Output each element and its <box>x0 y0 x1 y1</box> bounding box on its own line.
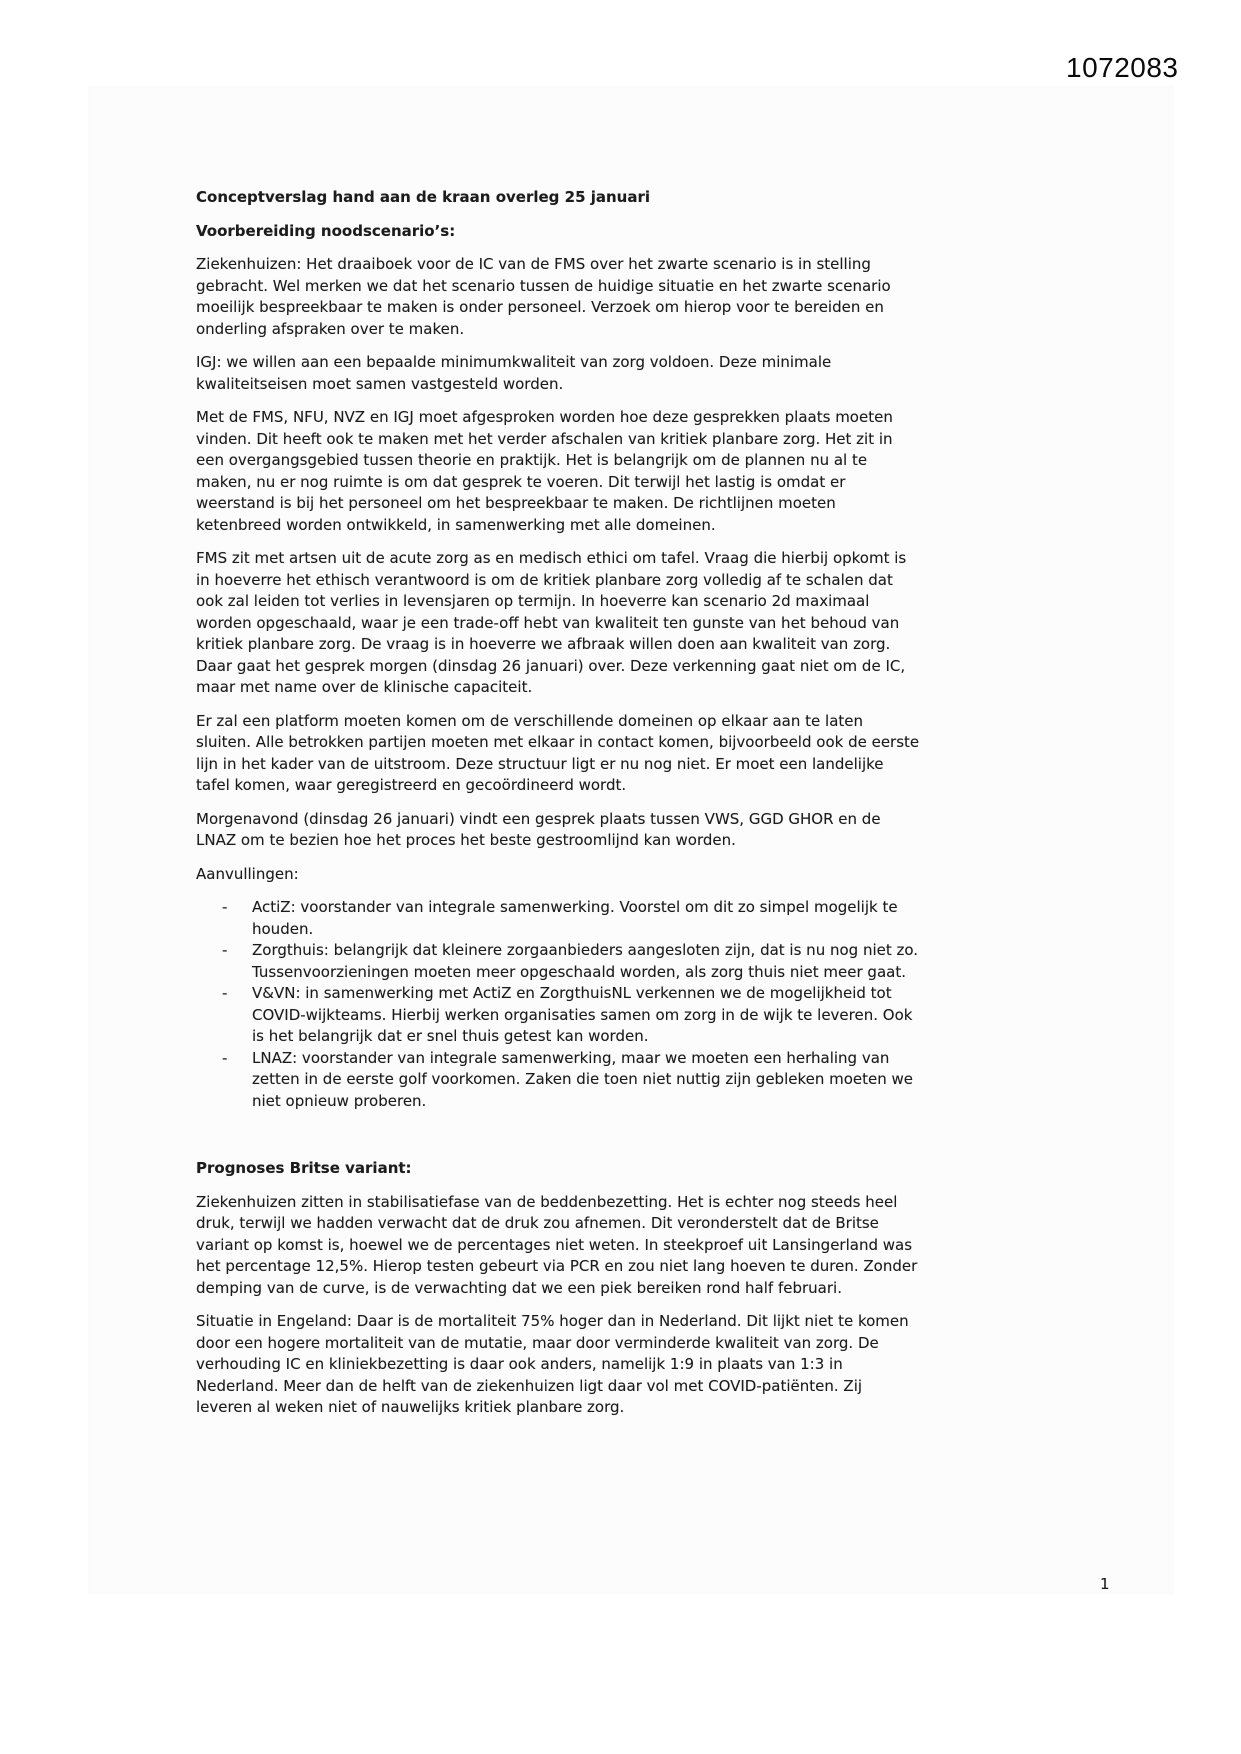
paragraph-ziekenhuizen: Ziekenhuizen: Het draaiboek voor de IC van de FMS over het zwarte scenario is in stelling gebracht. Wel merken we dat het scenario tussen de huidige situatie en het zwarte scenario moeilijk bespreekbaar te maken is onder personeel. Verzoek om hierop voor te bereiden en onderling afspraken over te maken. <box>196 255 891 338</box>
paragraph-fms-nfu-nvz-igj: Met de FMS, NFU, NVZ en IGJ moet afgesproken worden hoe deze gesprekken plaats moeten vinden. Dit heeft ook te maken met het verder afschalen van kritiek planbare zorg. Het zit in een overgangsgebied tussen theorie en praktijk. Het is belangrijk om de plannen nu al te maken, nu er nog ruimte is om dat gesprek te voeren. Dit terwijl het lastig is omdat er weerstand is bij het personeel om het bespreekbaar te maken. De richtlijnen moeten ketenbreed worden ontwikkeld, in samenwerking met alle domeinen. <box>196 408 893 534</box>
list-item-text: V&VN: in samenwerking met ActiZ en ZorgthuisNL verkennen we de mogelijkheid tot COVID-wijkteams. Hierbij werken organisaties samen om zorg in de wijk te leveren. Ook is het belangrijk dat er snel thuis getest kan worden. <box>252 984 913 1045</box>
list-item-text: ActiZ: voorstander van integrale samenwerking. Voorstel om dit zo simpel mogelijk te houden. <box>252 898 898 938</box>
paragraph-situatie-engeland: Situatie in Engeland: Daar is de mortaliteit 75% hoger dan in Nederland. Dit lijkt niet te komen door een hogere mortaliteit van de mutatie, maar door verminderde kwaliteit van zorg. De verhouding IC en kliniekbezetting is daar ook anders, namelijk 1:9 in plaats van 1:3 in Nederland. Meer dan de helft van de ziekenhuizen ligt daar vol met COVID-patiënten. Zij leveren al weken niet of nauwelijks kritiek planbare zorg. <box>196 1312 909 1416</box>
dash-bullet-icon: - <box>222 984 228 1002</box>
document-body <box>196 187 921 1431</box>
list-item-text: Zorgthuis: belangrijk dat kleinere zorgaanbieders aangesloten zijn, dat is nu nog niet zo. Tussenvoorzieningen moeten meer opgeschaald worden, als zorg thuis niet meer gaat. <box>252 941 919 981</box>
section-heading-voorbereiding: Voorbereiding noodscenario’s: <box>196 221 456 240</box>
document-title: Conceptverslag hand aan de kraan overleg 25 januari <box>196 188 651 206</box>
paragraph-stabilisatiefase: Ziekenhuizen zitten in stabilisatiefase van de beddenbezetting. Het is echter nog steeds heel druk, terwijl we hadden verwacht dat de druk zou afnemen. Dit veronderstelt dat de Britse variant op komst is, hoewel we de percentages niet weten. In steekproef uit Lansingerland was het percentage 12,5%. Hierop testen gebeurt via PCR en zou niet lang hoeven te duren. Zonder demping van de curve, is de verwachting dat we een piek bereiken rond half februari. <box>196 1192 918 1297</box>
dash-bullet-icon: - <box>222 898 228 916</box>
dash-bullet-icon: - <box>222 941 228 959</box>
list-item-zorgthuis <box>196 940 921 983</box>
paragraph-morgenavond: Morgenavond (dinsdag 26 januari) vindt een gesprek plaats tussen VWS, GGD GHOR en de LNAZ om te bezien hoe het proces het beste gestroomlijnd kan worden. <box>196 809 881 849</box>
list-item-venvn <box>196 983 921 1048</box>
additions-label: Aanvullingen: <box>196 864 299 883</box>
list-item-actiz <box>196 897 921 940</box>
list-item-lnaz <box>196 1048 921 1113</box>
document-id-stamp: 1072083 <box>1066 52 1179 83</box>
scanned-page-background <box>89 87 1173 1593</box>
list-item-text: LNAZ: voorstander van integrale samenwerking, maar we moeten een herhaling van zetten in de eerste golf voorkomen. Zaken die toen niet nuttig zijn gebleken moeten we niet opnieuw proberen. <box>252 1048 914 1110</box>
additions-list <box>196 897 921 1112</box>
page-number: 1 <box>1100 1575 1110 1593</box>
paragraph-platform: Er zal een platform moeten komen om de verschillende domeinen op elkaar aan te laten sluiten. Alle betrokken partijen moeten met elkaar in contact komen, bijvoorbeeld ook de eerste lijn in het kader van de uitstroom. Deze structuur ligt er nu nog niet. Er moet een landelijke tafel komen, waar geregistreerd en gecoördineerd wordt. <box>196 711 920 794</box>
section-heading-prognoses: Prognoses Britse variant: <box>196 1159 412 1177</box>
paragraph-fms-ethici: FMS zit met artsen uit de acute zorg as en medisch ethici om tafel. Vraag die hierbij opkomt is in hoeverre het ethisch verantwoord is om de kritiek planbare zorg volledig af te schalen dat ook zal leiden tot verlies in levensjaren op termijn. In hoeverre kan scenario 2d maximaal worden opgeschaald, waar je een trade-off hebt van kwaliteit ten gunste van het behoud van kritiek planbare zorg. De vraag is in hoeverre we afbraak willen doen aan kwaliteit van zorg. Daar gaat het gesprek morgen (dinsdag 26 januari) over. Deze verkenning gaat niet om de IC, maar met name over de klinische capaciteit. <box>196 549 907 696</box>
paragraph-igj: IGJ: we willen aan een bepaalde minimumkwaliteit van zorg voldoen. Deze minimale kwaliteitseisen moet samen vastgesteld worden. <box>196 353 832 393</box>
dash-bullet-icon: - <box>222 1048 228 1067</box>
